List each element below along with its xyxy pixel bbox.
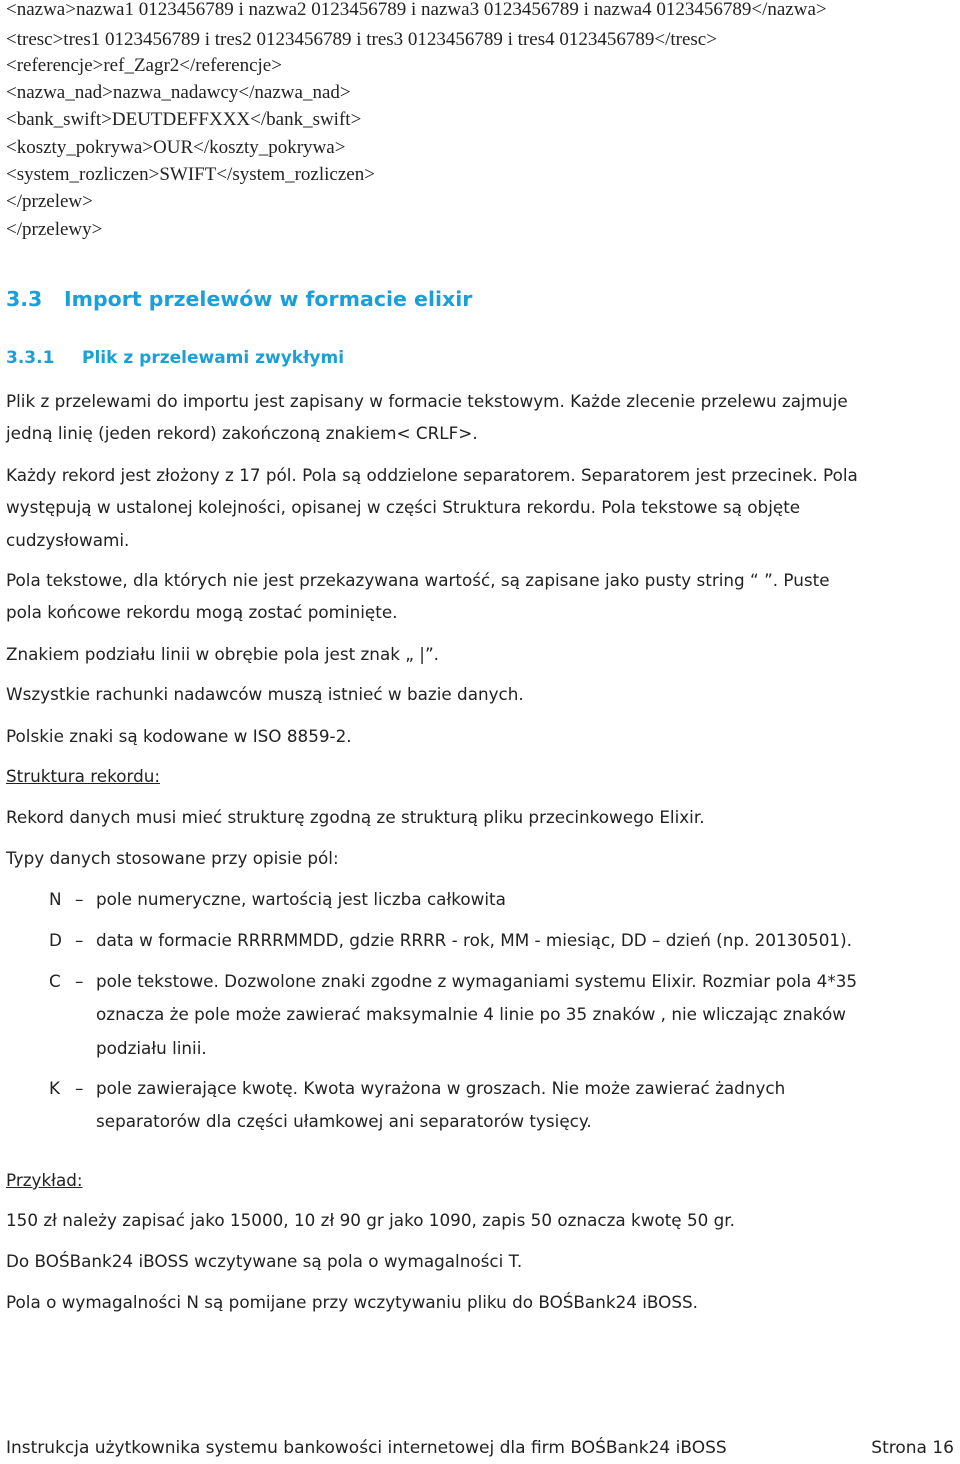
paragraph-line: cudzysłowami.	[6, 530, 130, 550]
type-description: data w formacie RRRRMMDD, gdzie RRRR - rok, MM - miesiąc, DD – dzień (np. 20130501).	[96, 930, 852, 950]
paragraph-line: Wszystkie rachunki nadawców muszą istnieć w bazie danych.	[6, 684, 524, 704]
footer-title: Instrukcja użytkownika systemu bankowości internetowej dla firm BOŚBank24 iBOSS	[6, 1438, 727, 1458]
dash: –	[75, 971, 84, 991]
example-line: Pola o wymagalności N są pomijane przy wczytywaniu pliku do BOŚBank24 iBOSS.	[6, 1292, 698, 1312]
subsection-heading	[6, 348, 344, 368]
paragraph-line: pola końcowe rekordu mogą zostać pominięte.	[6, 602, 398, 622]
xml-line: </przelew>	[6, 191, 93, 212]
example-heading: Przykład:	[6, 1170, 83, 1190]
type-description: separatorów dla części ułamkowej ani separatorów tysięcy.	[96, 1111, 592, 1131]
type-description: pole numeryczne, wartością jest liczba całkowita	[96, 889, 506, 909]
example-line: 150 zł należy zapisać jako 15000, 10 zł 90 gr jako 1090, zapis 50 oznacza kwotę 50 gr.	[6, 1210, 735, 1230]
xml-line: <nazwa>nazwa1 0123456789 i nazwa2 0123456789 i nazwa3 0123456789 i nazwa4 0123456789</nazwa>	[6, 0, 827, 20]
structure-text: Rekord danych musi mieć strukturę zgodną ze strukturą pliku przecinkowego Elixir.	[6, 807, 705, 827]
xml-line: <tresc>tres1 0123456789 i tres2 0123456789 i tres3 0123456789 i tres4 0123456789</tresc>	[6, 29, 717, 50]
structure-heading: Struktura rekordu:	[6, 766, 161, 786]
paragraph-line: Pola tekstowe, dla których nie jest przekazywana wartość, są zapisane jako pusty string “ ”. Puste	[6, 570, 830, 590]
type-description: podziału linii.	[96, 1038, 207, 1058]
types-heading: Typy danych stosowane przy opisie pól:	[6, 848, 339, 868]
subsection-number: 3.3.1	[6, 348, 55, 368]
xml-line: <system_rozliczen>SWIFT</system_rozliczen>	[6, 164, 375, 185]
xml-line: <koszty_pokrywa>OUR</koszty_pokrywa>	[6, 137, 346, 158]
type-key: N	[49, 889, 62, 909]
page-footer	[6, 1438, 954, 1464]
dash: –	[75, 1078, 84, 1098]
dash: –	[75, 930, 84, 950]
subsection-title: Plik z przelewami zwykłymi	[82, 348, 345, 368]
xml-line: <nazwa_nad>nazwa_nadawcy</nazwa_nad>	[6, 82, 351, 103]
section-title: Import przelewów w formacie elixir	[64, 287, 473, 311]
dash: –	[75, 889, 84, 909]
paragraph-line: występują w ustalonej kolejności, opisanej w części Struktura rekordu. Pola tekstowe są objęte	[6, 497, 801, 517]
xml-line: <referencje>ref_Zagr2</referencje>	[6, 55, 282, 76]
example-line: Do BOŚBank24 iBOSS wczytywane są pola o wymagalności T.	[6, 1251, 523, 1271]
type-key: K	[49, 1078, 61, 1098]
paragraph-line: jedną linię (jeden rekord) zakończoną znakiem< CRLF>.	[6, 423, 478, 443]
type-description: pole zawierające kwotę. Kwota wyrażona w groszach. Nie może zawierać żadnych	[96, 1078, 786, 1098]
section-heading	[6, 287, 472, 311]
paragraph-line: Plik z przelewami do importu jest zapisany w formacie tekstowym. Każde zlecenie przelewu zajmuje	[6, 391, 848, 411]
type-key: D	[49, 930, 62, 950]
type-key: C	[49, 971, 61, 991]
section-number: 3.3	[6, 287, 43, 311]
paragraph-line: Znakiem podziału linii w obrębie pola jest znak „ |”.	[6, 644, 439, 664]
page-number: Strona 16	[871, 1438, 954, 1458]
paragraph-line: Każdy rekord jest złożony z 17 pól. Pola są oddzielone separatorem. Separatorem jest przecinek. Pola	[6, 465, 858, 485]
xml-line: </przelewy>	[6, 219, 103, 240]
xml-line: <bank_swift>DEUTDEFFXXX</bank_swift>	[6, 109, 362, 130]
paragraph-line: Polskie znaki są kodowane w ISO 8859-2.	[6, 726, 352, 746]
type-description: oznacza że pole może zawierać maksymalnie 4 linie po 35 znaków , nie wliczając znaków	[96, 1004, 847, 1024]
type-description: pole tekstowe. Dozwolone znaki zgodne z wymaganiami systemu Elixir. Rozmiar pola 4*35	[96, 971, 858, 991]
